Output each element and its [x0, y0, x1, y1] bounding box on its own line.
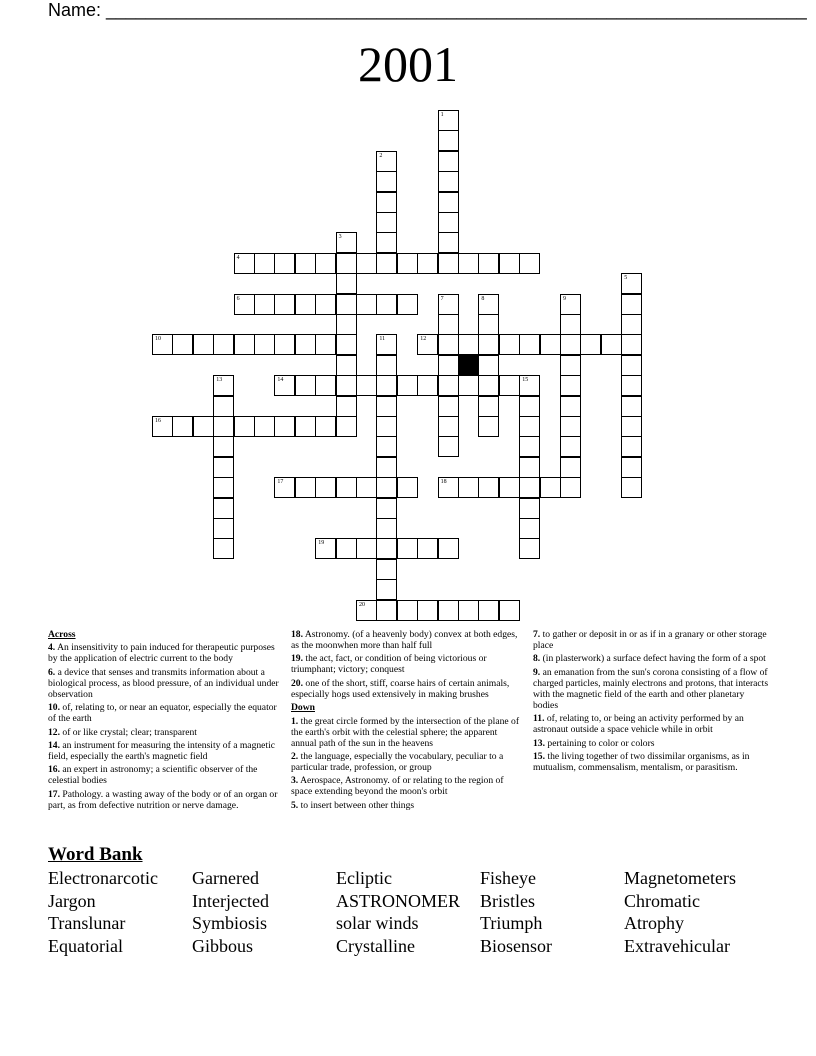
crossword-cell[interactable]	[336, 294, 357, 315]
word-bank-item: ASTRONOMER	[336, 890, 461, 911]
crossword-cell[interactable]	[417, 375, 438, 396]
crossword-cell[interactable]	[397, 477, 418, 498]
clue-down-5: 5. to insert between other things	[291, 799, 415, 811]
crossword-cell[interactable]	[376, 600, 397, 621]
crossword-cell[interactable]	[295, 375, 316, 396]
clue-across-17: 17. Pathology. a wasting away of the body or of an organ or part, as from defective nutrition or nerve damage.	[48, 788, 278, 811]
clue-number: 15	[522, 377, 529, 384]
clue-number: 11	[379, 336, 386, 343]
crossword-cell[interactable]	[519, 498, 540, 519]
crossword-cell[interactable]	[356, 375, 377, 396]
crossword-cell[interactable]	[478, 253, 499, 274]
clue-number: 16	[155, 418, 161, 424]
word-bank-item: Bristles	[480, 890, 536, 911]
clue-number: 1	[440, 112, 444, 118]
crossword-cell[interactable]	[519, 334, 540, 355]
crossword-cell[interactable]	[580, 334, 601, 355]
clue-down-2: 2. the language, especially the vocabulary, peculiar to a particular trade, profession, or group	[291, 750, 504, 773]
crossword-cell[interactable]	[295, 477, 316, 498]
crossword-cell[interactable]	[315, 477, 336, 498]
crossword-cell[interactable]	[458, 600, 479, 621]
crossword-cell[interactable]	[193, 334, 214, 355]
crossword-cell[interactable]	[621, 477, 642, 498]
word-bank-item: Garnered	[192, 868, 259, 888]
crossword-cell[interactable]	[336, 232, 357, 253]
crossword-cell[interactable]	[397, 600, 418, 621]
crossword-cell[interactable]	[499, 477, 520, 498]
crossword-cell[interactable]	[560, 294, 581, 315]
word-bank-item: Magnetometers	[624, 868, 736, 888]
crossword-cell[interactable]	[438, 396, 459, 417]
crossword-cell[interactable]	[376, 212, 397, 233]
crossword-cell[interactable]	[274, 416, 295, 437]
clue-number: 4	[236, 254, 240, 261]
crossword-cell[interactable]	[172, 416, 193, 437]
word-bank-title: Word Bank	[48, 844, 143, 865]
crossword-cell[interactable]	[397, 375, 418, 396]
clue-down-15: 15. the living together of two dissimilar organisms, as in mutualism, commensalism, mentalism, or parasitism.	[533, 750, 750, 773]
word-bank-item: Jargon	[48, 890, 96, 911]
crossword-cell[interactable]	[519, 436, 540, 457]
clue-number: 20	[359, 601, 365, 608]
crossword-cell[interactable]	[417, 600, 438, 621]
word-bank-item: Ecliptic	[336, 868, 392, 888]
name-field[interactable]: Name: ______________________________________________________________________	[48, 0, 807, 20]
down-heading: Down	[291, 702, 315, 714]
crossword-cell[interactable]	[417, 334, 438, 355]
crossword-cell[interactable]	[213, 477, 234, 498]
clue-down-11: 11. of, relating to, or being an activity performed by an astronaut outside a space vehicle while in orbit	[533, 713, 744, 736]
crossword-cell[interactable]	[519, 416, 540, 437]
crossword-cell[interactable]	[254, 416, 275, 437]
crossword-cell[interactable]	[438, 538, 459, 559]
word-bank-item: solar winds	[336, 913, 419, 934]
crossword-cell[interactable]	[478, 600, 499, 621]
clue-across-4: 4. An insensitivity to pain induced for therapeutic purposes by the application of electric current to the body	[48, 642, 275, 665]
crossword-cell[interactable]	[621, 294, 642, 315]
crossword-cell[interactable]	[274, 334, 295, 355]
crossword-cell[interactable]	[438, 294, 459, 315]
crossword-cell[interactable]	[376, 253, 397, 274]
word-bank-item: Translunar	[48, 913, 126, 934]
across-heading: Across	[48, 629, 76, 640]
crossword-cell[interactable]	[540, 477, 561, 498]
crossword-cell[interactable]	[254, 294, 275, 315]
crossword-cell[interactable]	[376, 355, 397, 376]
crossword-cell[interactable]	[254, 253, 275, 274]
crossword-cell[interactable]	[376, 477, 397, 498]
crossword-cell[interactable]	[336, 334, 357, 355]
crossword-cell[interactable]	[519, 457, 540, 478]
crossword-cell[interactable]	[458, 375, 479, 396]
crossword-cell[interactable]	[295, 253, 316, 274]
clue-down-7: 7. to gather or deposit in or as if in a granary or other storage place	[533, 629, 767, 651]
crossword-cell[interactable]	[438, 212, 459, 233]
crossword-cell[interactable]	[376, 538, 397, 559]
crossword-cell[interactable]	[274, 294, 295, 315]
crossword-cell[interactable]	[213, 457, 234, 478]
clues-column-1	[48, 629, 280, 813]
crossword-cell[interactable]	[213, 375, 234, 396]
crossword-cell[interactable]	[478, 314, 499, 335]
crossword-cell[interactable]	[621, 334, 642, 355]
clue-number: 2	[379, 152, 383, 159]
crossword-cell[interactable]	[438, 151, 459, 172]
crossword-cell[interactable]	[295, 294, 316, 315]
crossword-cell[interactable]	[336, 314, 357, 335]
clue-down-9: 9. an emanation from the sun's corona consisting of a flow of charged particles, mainly electrons and protons, that interacts with the magnetic field of the earth and other planetary bodies	[533, 666, 769, 711]
crossword-cell[interactable]	[478, 375, 499, 396]
crossword-cell[interactable]	[356, 477, 377, 498]
clue-across-20: 20. one of the short, stiff, coarse hairs of certain animals, especially hogs used extensively in making brushes	[291, 677, 510, 700]
crossword-cell[interactable]	[560, 396, 581, 417]
crossword-cell[interactable]	[274, 375, 295, 396]
crossword-cell[interactable]	[356, 294, 377, 315]
crossword-cell[interactable]	[438, 232, 459, 253]
crossword-cell[interactable]	[376, 396, 397, 417]
crossword-cell[interactable]	[336, 477, 357, 498]
clue-across-18: 18. Astronomy. (of a heavenly body) convex at both edges, as the moonwhen more than half full	[291, 629, 518, 651]
crossword-cell[interactable]	[376, 294, 397, 315]
crossword-cell[interactable]	[234, 416, 255, 437]
crossword-cell[interactable]	[438, 477, 459, 498]
crossword-cell[interactable]	[376, 375, 397, 396]
crossword-cell[interactable]	[519, 396, 540, 417]
clues-column-2	[291, 629, 523, 813]
word-bank-item: Electronarcotic	[48, 868, 158, 888]
crossword-cell[interactable]	[376, 579, 397, 600]
crossword-cell[interactable]	[336, 355, 357, 376]
crossword-cell[interactable]	[621, 457, 642, 478]
crossword-cell[interactable]	[560, 355, 581, 376]
clue-number: 8	[481, 295, 485, 302]
crossword-cell[interactable]	[438, 600, 459, 621]
crossword-cell[interactable]	[376, 416, 397, 437]
clue-number: 18	[440, 479, 447, 486]
crossword-cell[interactable]	[254, 334, 275, 355]
crossword-cell[interactable]	[560, 334, 581, 355]
crossword-block	[458, 355, 479, 376]
crossword-cell[interactable]	[560, 477, 581, 498]
crossword-cell[interactable]	[438, 334, 459, 355]
clues-column-3	[533, 629, 769, 775]
crossword-cell[interactable]	[336, 416, 357, 437]
crossword-cell[interactable]	[213, 436, 234, 457]
crossword-cell[interactable]	[315, 253, 336, 274]
word-bank-item: Equatorial	[48, 935, 123, 956]
clue-down-3: 3. Aerospace, Astronomy. of or relating to the region of space extending beyond the moon's orbit	[291, 775, 504, 798]
crossword-cell[interactable]	[478, 396, 499, 417]
crossword-cell[interactable]	[499, 334, 520, 355]
crossword-cell[interactable]	[213, 416, 234, 437]
clue-number: 10	[155, 336, 161, 343]
word-bank-item: Gibbous	[192, 935, 254, 956]
crossword-cell[interactable]	[376, 151, 397, 172]
clue-across-16: 16. an expert in astronomy; a scientific observer of the celestial bodies	[48, 764, 258, 787]
crossword-cell[interactable]	[438, 130, 459, 151]
crossword-cell[interactable]	[376, 436, 397, 457]
word-bank-item: Fisheye	[480, 868, 536, 888]
crossword-cell[interactable]	[499, 600, 520, 621]
clue-across-12: 12. of or like crystal; clear; transparent	[48, 726, 197, 738]
crossword-cell[interactable]	[438, 314, 459, 335]
crossword-cell[interactable]	[560, 457, 581, 478]
crossword-cell[interactable]	[478, 334, 499, 355]
crossword-cell[interactable]	[621, 375, 642, 396]
crossword-cell[interactable]	[397, 253, 418, 274]
crossword-cell[interactable]	[519, 477, 540, 498]
crossword-cell[interactable]	[336, 375, 357, 396]
crossword-cell[interactable]	[336, 538, 357, 559]
clue-number: 3	[338, 234, 342, 241]
clue-down-8: 8. (in plasterwork) a surface defect having the form of a spot	[533, 653, 766, 665]
crossword-cell[interactable]	[152, 416, 173, 437]
word-bank	[48, 867, 808, 957]
clue-across-14: 14. an instrument for measuring the intensity of a magnetic field, especially the earth's magnetic field	[48, 739, 276, 762]
crossword-cell[interactable]	[336, 273, 357, 294]
crossword-cell[interactable]	[519, 538, 540, 559]
clue-across-10: 10. of, relating to, or near an equator, especially the equator of the earth	[48, 702, 277, 725]
crossword-cell[interactable]	[438, 171, 459, 192]
crossword-cell[interactable]	[193, 416, 214, 437]
crossword-cell[interactable]	[213, 334, 234, 355]
word-bank-item: Atrophy	[624, 913, 684, 934]
crossword-cell[interactable]	[376, 457, 397, 478]
crossword-cell[interactable]	[397, 294, 418, 315]
crossword-cell[interactable]	[234, 334, 255, 355]
crossword-cell[interactable]	[519, 518, 540, 539]
crossword-cell[interactable]	[172, 334, 193, 355]
crossword-cell[interactable]	[478, 355, 499, 376]
word-bank-item: Chromatic	[624, 890, 700, 911]
crossword-cell[interactable]	[621, 273, 642, 294]
word-bank-item: Extravehicular	[624, 935, 730, 956]
crossword-cell[interactable]	[621, 396, 642, 417]
crossword-cell[interactable]	[519, 253, 540, 274]
crossword-cell[interactable]	[478, 416, 499, 437]
crossword-cell[interactable]	[315, 334, 336, 355]
crossword-cell[interactable]	[478, 294, 499, 315]
crossword-cell[interactable]	[295, 334, 316, 355]
crossword-cell[interactable]	[376, 232, 397, 253]
clue-down-13: 13. pertaining to color or colors	[533, 737, 655, 749]
crossword-cell[interactable]	[438, 436, 459, 457]
crossword-cell[interactable]	[336, 396, 357, 417]
crossword-cell[interactable]	[397, 538, 418, 559]
crossword-cell[interactable]	[438, 416, 459, 437]
crossword-cell[interactable]	[499, 253, 520, 274]
crossword-cell[interactable]	[417, 538, 438, 559]
clue-number: 7	[440, 295, 444, 302]
crossword-cell[interactable]	[315, 416, 336, 437]
word-bank-item: Triumph	[480, 913, 543, 934]
clue-number: 19	[318, 540, 325, 547]
crossword-cell[interactable]	[601, 334, 622, 355]
crossword-cell[interactable]	[458, 334, 479, 355]
crossword-cell[interactable]	[234, 294, 255, 315]
word-bank-item: Symbiosis	[192, 913, 268, 934]
crossword-cell[interactable]	[376, 498, 397, 519]
clue-number: 17	[277, 479, 284, 486]
crossword-cell[interactable]	[274, 253, 295, 274]
clue-number: 6	[236, 295, 240, 302]
page-title: 2001	[358, 36, 458, 92]
crossword-cell[interactable]	[356, 538, 377, 559]
clue-number: 5	[624, 275, 628, 282]
crossword-cell[interactable]	[438, 110, 459, 131]
crossword-cell[interactable]	[315, 538, 336, 559]
clue-number: 13	[216, 377, 223, 384]
clue-number: 9	[563, 295, 566, 302]
clue-across-6: 6. a device that senses and transmits information about a biological process, as blood pressure, of an individual under observation	[48, 666, 279, 700]
clue-number: 14	[277, 377, 284, 384]
clue-number: 12	[420, 336, 427, 343]
crossword-cell[interactable]	[376, 334, 397, 355]
crossword-cell[interactable]	[315, 294, 336, 315]
crossword-cell[interactable]	[438, 375, 459, 396]
crossword-cell[interactable]	[478, 477, 499, 498]
crossword-cell[interactable]	[376, 192, 397, 213]
clue-across-19: 19. the act, fact, or condition of being victorious or triumphant; victory; conquest	[291, 653, 487, 676]
crossword-cell[interactable]	[621, 314, 642, 335]
crossword-cell[interactable]	[274, 477, 295, 498]
crossword-cell[interactable]	[315, 375, 336, 396]
crossword-cell[interactable]	[519, 375, 540, 396]
crossword-cell[interactable]	[560, 436, 581, 457]
crossword-cell[interactable]	[560, 375, 581, 396]
crossword-cell[interactable]	[295, 416, 316, 437]
crossword-cell[interactable]	[376, 559, 397, 580]
crossword-cell[interactable]	[152, 334, 173, 355]
crossword-cell[interactable]	[234, 253, 255, 274]
crossword-cell[interactable]	[417, 253, 438, 274]
crossword-cell[interactable]	[560, 416, 581, 437]
crossword-cell[interactable]	[213, 498, 234, 519]
crossword-cell[interactable]	[213, 518, 234, 539]
crossword-cell[interactable]	[621, 355, 642, 376]
crossword-cell[interactable]	[213, 396, 234, 417]
crossword-cell[interactable]	[540, 334, 561, 355]
crossword-cell[interactable]	[213, 538, 234, 559]
crossword-cell[interactable]	[438, 253, 459, 274]
crossword-cell[interactable]	[376, 518, 397, 539]
crossword-cell[interactable]	[621, 416, 642, 437]
crossword-cell[interactable]	[376, 171, 397, 192]
word-bank-item: Interjected	[192, 890, 269, 911]
crossword-cell[interactable]	[438, 355, 459, 376]
crossword-cell[interactable]	[356, 253, 377, 274]
crossword-cell[interactable]	[560, 314, 581, 335]
crossword-cell[interactable]	[356, 600, 377, 621]
crossword-cell[interactable]	[336, 253, 357, 274]
crossword-cell[interactable]	[499, 375, 520, 396]
crossword-cell[interactable]	[458, 253, 479, 274]
crossword-cell[interactable]	[458, 477, 479, 498]
word-bank-item: Crystalline	[336, 935, 415, 956]
crossword-cell[interactable]	[438, 192, 459, 213]
word-bank-item: Biosensor	[480, 935, 552, 956]
clue-down-1: 1. the great circle formed by the intersection of the plane of the earth's orbit with the celestial sphere; the apparent annual path of the sun in the heavens	[291, 715, 520, 749]
crossword-cell[interactable]	[621, 436, 642, 457]
